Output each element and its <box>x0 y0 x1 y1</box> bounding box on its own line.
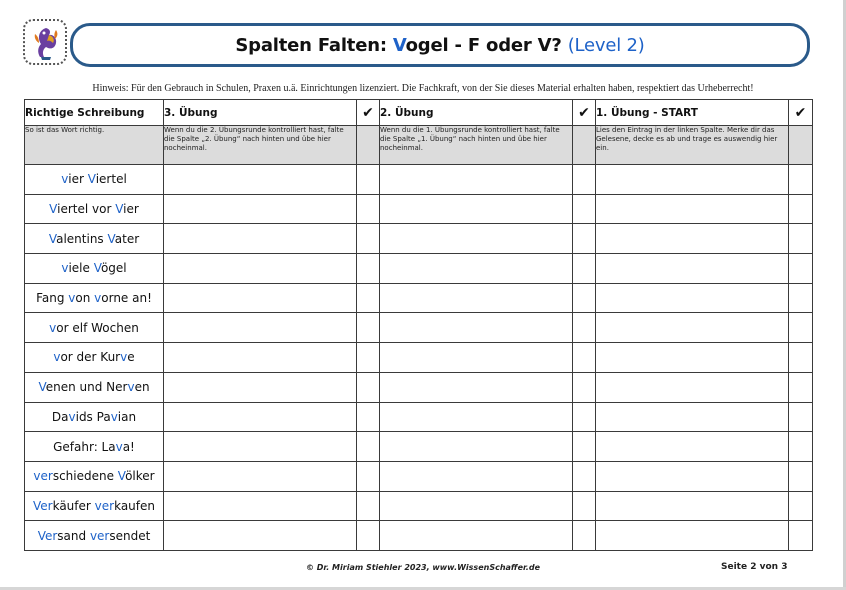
highlight-letter: ver <box>94 498 115 513</box>
word-text: ier <box>68 172 88 187</box>
highlight-letter: v <box>120 350 128 365</box>
desc-exercise-1: Lies den Eintrag in der linken Spalte. Merke dir das Gelesene, decke es ab und trage es auswendig hier ein. <box>596 126 789 165</box>
word-cell <box>25 313 164 343</box>
word-text: Da <box>51 409 69 424</box>
answer-cell-exercise-2[interactable] <box>380 461 573 491</box>
check-cell-3[interactable] <box>357 283 380 313</box>
check-cell-3[interactable] <box>357 343 380 373</box>
table-row <box>25 402 813 432</box>
answer-cell-exercise-3[interactable] <box>164 313 357 343</box>
highlight-letter: ver <box>89 528 110 543</box>
desc-check-3 <box>357 126 380 165</box>
check-cell-3[interactable] <box>357 254 380 284</box>
check-cell-1[interactable] <box>789 402 813 432</box>
check-cell-3[interactable] <box>357 224 380 254</box>
word-cell <box>25 491 164 521</box>
table-row <box>25 343 813 373</box>
check-cell-2[interactable] <box>573 313 596 343</box>
footer-copyright: © Dr. Miriam Stiehler 2023, www.WissenSchaffer.de <box>306 563 540 572</box>
table-row <box>25 165 813 195</box>
highlight-letter: v <box>68 291 76 306</box>
check-cell-1[interactable] <box>789 372 813 402</box>
word-text: iertel vor <box>57 202 116 217</box>
word-cell <box>25 521 164 551</box>
check-cell-2[interactable] <box>573 432 596 462</box>
word-text: or der Kur <box>60 350 121 365</box>
word-text: Fang <box>36 291 69 306</box>
page-title <box>235 35 644 56</box>
word-text: sendet <box>109 528 151 543</box>
answer-cell-exercise-3[interactable] <box>164 432 357 462</box>
word-text: ater <box>114 231 140 246</box>
highlight-letter: V <box>49 202 58 217</box>
answer-cell-exercise-1[interactable] <box>596 165 789 195</box>
answer-cell-exercise-3[interactable] <box>164 224 357 254</box>
check-cell-3[interactable] <box>357 521 380 551</box>
word-text: a! <box>122 439 135 454</box>
check-cell-3[interactable] <box>357 461 380 491</box>
answer-cell-exercise-1[interactable] <box>596 254 789 284</box>
answer-cell-exercise-2[interactable] <box>380 521 573 551</box>
answer-cell-exercise-3[interactable] <box>164 194 357 224</box>
check-cell-2[interactable] <box>573 254 596 284</box>
header-row <box>25 100 813 126</box>
check-cell-3[interactable] <box>357 372 380 402</box>
word-text: sand <box>57 528 90 543</box>
check-cell-1[interactable] <box>789 521 813 551</box>
title-highlight-letter: V <box>392 34 406 56</box>
table-row <box>25 372 813 402</box>
answer-cell-exercise-3[interactable] <box>164 343 357 373</box>
word-cell <box>25 165 164 195</box>
check-cell-1[interactable] <box>789 194 813 224</box>
word-cell <box>25 283 164 313</box>
dragon-logo-icon <box>29 24 63 62</box>
word-cell <box>25 402 164 432</box>
check-cell-2[interactable] <box>573 402 596 432</box>
desc-exercise-2: Wenn du die 1. Übungsrunde kontrolliert hast, falte die Spalte „1. Übung“ nach hinten und übe hier nocheinmal. <box>380 126 573 165</box>
word-cell <box>25 194 164 224</box>
highlight-letter: v <box>49 320 57 335</box>
answer-cell-exercise-1[interactable] <box>596 194 789 224</box>
highlight-letter: v <box>110 409 118 424</box>
answer-cell-exercise-1[interactable] <box>596 432 789 462</box>
answer-cell-exercise-2[interactable] <box>380 254 573 284</box>
answer-cell-exercise-2[interactable] <box>380 432 573 462</box>
check-cell-2[interactable] <box>573 224 596 254</box>
check-cell-2[interactable] <box>573 165 596 195</box>
logo-frame <box>23 19 67 65</box>
answer-cell-exercise-2[interactable] <box>380 165 573 195</box>
highlight-letter: v <box>127 380 135 395</box>
checkmark-icon: ✔ <box>789 100 813 126</box>
word-text: on <box>75 291 95 306</box>
check-cell-2[interactable] <box>573 461 596 491</box>
check-cell-3[interactable] <box>357 194 380 224</box>
check-cell-1[interactable] <box>789 165 813 195</box>
check-cell-1[interactable] <box>789 313 813 343</box>
answer-cell-exercise-1[interactable] <box>596 283 789 313</box>
answer-cell-exercise-3[interactable] <box>164 491 357 521</box>
header-correct: Richtige Schreibung <box>25 100 164 126</box>
word-text: käufer <box>52 498 95 513</box>
table-row <box>25 283 813 313</box>
highlight-letter: v <box>61 172 69 187</box>
word-cell <box>25 224 164 254</box>
table-row <box>25 254 813 284</box>
answer-cell-exercise-1[interactable] <box>596 402 789 432</box>
check-cell-2[interactable] <box>573 521 596 551</box>
header-exercise-2: 2. Übung <box>380 100 573 126</box>
word-text: e <box>127 350 135 365</box>
check-cell-3[interactable] <box>357 313 380 343</box>
word-cell <box>25 372 164 402</box>
check-cell-1[interactable] <box>789 432 813 462</box>
answer-cell-exercise-1[interactable] <box>596 491 789 521</box>
highlight-letter: ver <box>33 469 53 484</box>
word-text: kaufen <box>114 498 155 513</box>
table-row <box>25 432 813 462</box>
answer-cell-exercise-3[interactable] <box>164 521 357 551</box>
desc-check-2 <box>573 126 596 165</box>
checkmark-icon: ✔ <box>573 100 596 126</box>
answer-cell-exercise-1[interactable] <box>596 372 789 402</box>
check-cell-3[interactable] <box>357 432 380 462</box>
highlight-letter: v <box>53 350 61 365</box>
desc-check-1 <box>789 126 813 165</box>
word-rows <box>25 165 813 551</box>
word-cell <box>25 254 164 284</box>
title-level: (Level 2) <box>567 34 645 56</box>
word-text: or elf Wochen <box>56 320 139 335</box>
word-text: orne an! <box>101 291 152 306</box>
highlight-letter: V <box>38 380 46 395</box>
check-cell-2[interactable] <box>573 194 596 224</box>
word-cell <box>25 461 164 491</box>
answer-cell-exercise-1[interactable] <box>596 461 789 491</box>
highlight-letter: Ver <box>33 498 53 513</box>
answer-cell-exercise-2[interactable] <box>380 491 573 521</box>
check-cell-1[interactable] <box>789 224 813 254</box>
checkmark-icon: ✔ <box>357 100 380 126</box>
title-text: Spalten Falten: <box>235 34 393 56</box>
license-hint: Hinweis: Für den Gebrauch in Schulen, Praxen u.ä. Einrichtungen lizenziert. Die Fachkraft, von der Sie dieses Material erhalten haben, respektiert das Urheberrecht! <box>92 83 754 94</box>
word-cell <box>25 343 164 373</box>
highlight-letter: v <box>94 291 102 306</box>
desc-correct: So ist das Wort richtig. <box>25 126 164 165</box>
check-cell-3[interactable] <box>357 402 380 432</box>
answer-cell-exercise-2[interactable] <box>380 343 573 373</box>
highlight-letter: V <box>48 231 57 246</box>
word-text: en <box>134 380 150 395</box>
word-text: ölker <box>125 469 155 484</box>
check-cell-2[interactable] <box>573 372 596 402</box>
table-row <box>25 313 813 343</box>
description-row <box>25 126 813 165</box>
table-row <box>25 194 813 224</box>
answer-cell-exercise-2[interactable] <box>380 194 573 224</box>
check-cell-2[interactable] <box>573 343 596 373</box>
check-cell-1[interactable] <box>789 343 813 373</box>
answer-cell-exercise-3[interactable] <box>164 283 357 313</box>
table-row <box>25 521 813 551</box>
check-cell-1[interactable] <box>789 491 813 521</box>
word-text: schiedene <box>52 469 118 484</box>
word-text: ian <box>117 409 137 424</box>
answer-cell-exercise-1[interactable] <box>596 224 789 254</box>
word-text: alentins <box>56 231 108 246</box>
word-text: Gefahr: La <box>53 439 116 454</box>
header-exercise-3: 3. Übung <box>164 100 357 126</box>
word-text: enen und Ner <box>45 380 128 395</box>
highlight-letter: v <box>61 261 69 276</box>
answer-cell-exercise-1[interactable] <box>596 521 789 551</box>
answer-cell-exercise-3[interactable] <box>164 165 357 195</box>
table-row <box>25 461 813 491</box>
word-text: iele <box>68 261 94 276</box>
answer-cell-exercise-2[interactable] <box>380 402 573 432</box>
highlight-letter: v <box>115 439 123 454</box>
table-row <box>25 491 813 521</box>
answer-cell-exercise-3[interactable] <box>164 254 357 284</box>
answer-cell-exercise-1[interactable] <box>596 313 789 343</box>
answer-cell-exercise-3[interactable] <box>164 402 357 432</box>
check-cell-1[interactable] <box>789 254 813 284</box>
highlight-letter: v <box>68 409 76 424</box>
footer-page-number: Seite 2 von 3 <box>721 562 788 572</box>
table-row <box>25 224 813 254</box>
answer-cell-exercise-2[interactable] <box>380 224 573 254</box>
check-cell-2[interactable] <box>573 491 596 521</box>
highlight-letter: V <box>93 261 101 276</box>
check-cell-3[interactable] <box>357 491 380 521</box>
check-cell-3[interactable] <box>357 165 380 195</box>
title-banner <box>70 23 810 67</box>
highlight-letter: V <box>117 469 126 484</box>
title-text-rest: ogel - F oder V? <box>405 34 568 56</box>
answer-cell-exercise-3[interactable] <box>164 461 357 491</box>
check-cell-2[interactable] <box>573 283 596 313</box>
check-cell-1[interactable] <box>789 283 813 313</box>
word-cell <box>25 432 164 462</box>
word-text: iertel <box>95 172 127 187</box>
word-text: ier <box>123 202 139 217</box>
answer-cell-exercise-2[interactable] <box>380 372 573 402</box>
answer-cell-exercise-2[interactable] <box>380 313 573 343</box>
answer-cell-exercise-2[interactable] <box>380 283 573 313</box>
desc-exercise-3: Wenn du die 2. Übungsrunde kontrolliert hast, falte die Spalte „2. Übung“ nach hinten und übe hier nocheinmal. <box>164 126 357 165</box>
word-text: ids Pa <box>75 409 111 424</box>
highlight-letter: V <box>115 202 124 217</box>
check-cell-1[interactable] <box>789 461 813 491</box>
highlight-letter: V <box>87 172 96 187</box>
answer-cell-exercise-3[interactable] <box>164 372 357 402</box>
exercise-table <box>24 99 813 551</box>
answer-cell-exercise-1[interactable] <box>596 343 789 373</box>
highlight-letter: V <box>107 231 115 246</box>
header-exercise-1: 1. Übung - START <box>596 100 789 126</box>
word-text: ögel <box>100 261 127 276</box>
highlight-letter: Ver <box>37 528 58 543</box>
